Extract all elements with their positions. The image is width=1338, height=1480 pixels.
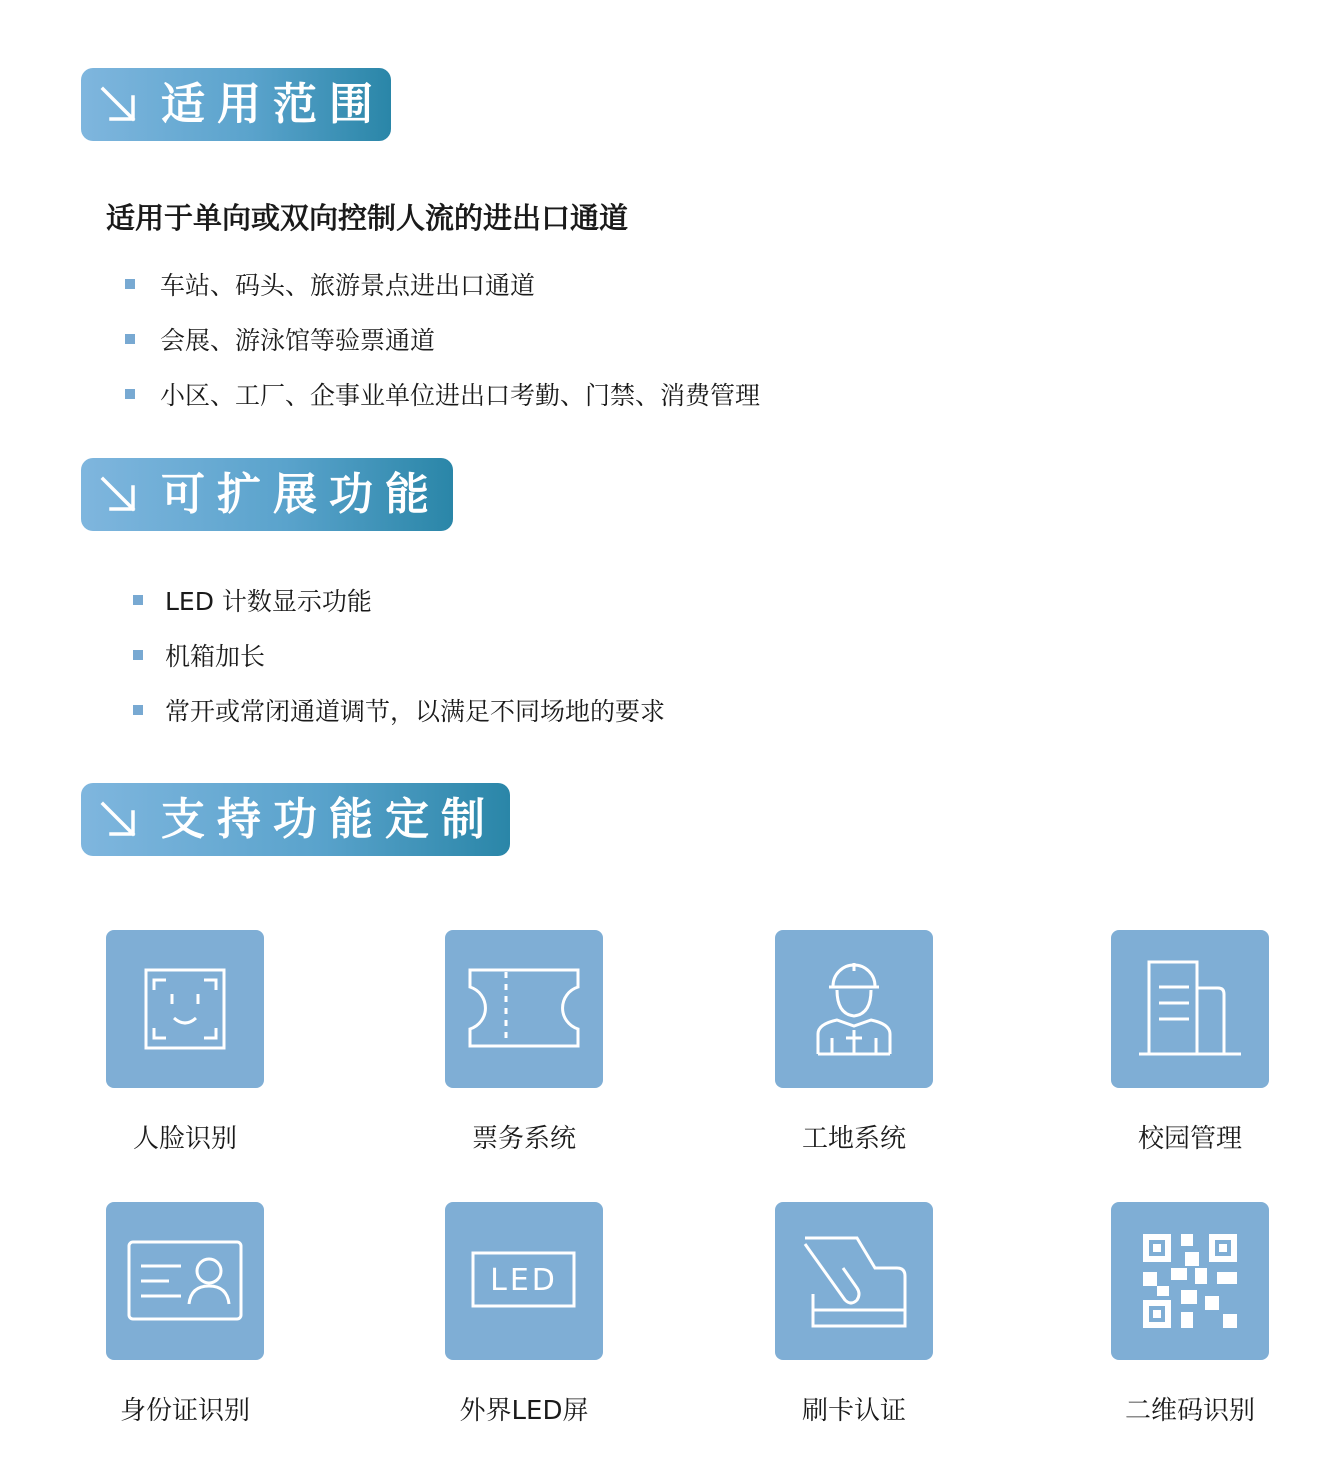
tile-label: 校园管理 xyxy=(1137,1124,1242,1154)
list-item-text: 车站、码头、旅游景点进出口通道 xyxy=(160,270,536,300)
section-banner-extensions xyxy=(81,458,453,531)
bullet-icon xyxy=(125,279,135,289)
tile-card-swipe xyxy=(775,1202,933,1360)
bullet-icon xyxy=(125,334,135,344)
tile-label: 身份证识别 xyxy=(119,1396,250,1426)
list-item-text: 常开或常闭通道调节，以满足不同场地的要求 xyxy=(165,696,666,726)
tile-label: 二维码识别 xyxy=(1124,1396,1255,1426)
id-card-icon xyxy=(106,1202,264,1360)
bullet-icon xyxy=(133,705,143,715)
list-item xyxy=(125,311,760,366)
list-item-text: LED 计数显示功能 xyxy=(165,586,372,616)
ticket-icon xyxy=(445,930,603,1088)
extensions-list xyxy=(133,572,665,737)
arrow-down-right-icon xyxy=(99,475,139,515)
section-title: 适用范围 xyxy=(161,78,385,130)
section-banner-scope xyxy=(81,68,391,141)
tile-label: 票务系统 xyxy=(471,1124,576,1154)
list-item xyxy=(133,682,665,737)
face-recognition-icon xyxy=(106,930,264,1088)
scope-intro: 适用于单向或双向控制人流的进出口通道 xyxy=(106,201,629,235)
tile-ticket-system xyxy=(445,930,603,1088)
qr-code-icon xyxy=(1111,1202,1269,1360)
tile-led-screen xyxy=(445,1202,603,1360)
list-item-text: 小区、工厂、企事业单位进出口考勤、门禁、消费管理 xyxy=(160,380,761,410)
construction-worker-icon xyxy=(775,930,933,1088)
bullet-icon xyxy=(133,595,143,605)
arrow-down-right-icon xyxy=(99,85,139,125)
list-item xyxy=(125,366,760,421)
tile-qr-code xyxy=(1111,1202,1269,1360)
list-item-text: 机箱加长 xyxy=(165,641,266,671)
list-item xyxy=(133,627,665,682)
led-screen-text: LED xyxy=(490,1263,558,1298)
list-item xyxy=(133,572,665,627)
tile-label: 刷卡认证 xyxy=(801,1396,906,1426)
section-title: 支持功能定制 xyxy=(161,793,497,845)
tile-face-recognition xyxy=(106,930,264,1088)
arrow-down-right-icon xyxy=(99,800,139,840)
tile-construction-system xyxy=(775,930,933,1088)
tile-campus-management xyxy=(1111,930,1269,1088)
campus-building-icon xyxy=(1111,930,1269,1088)
bullet-icon xyxy=(133,650,143,660)
card-swipe-icon xyxy=(775,1202,933,1360)
bullet-icon xyxy=(125,389,135,399)
section-title: 可扩展功能 xyxy=(161,468,441,520)
led-screen-icon xyxy=(445,1202,603,1360)
tile-id-card xyxy=(106,1202,264,1360)
section-banner-customization xyxy=(81,783,510,856)
tile-label: 外界LED屏 xyxy=(459,1396,589,1426)
list-item xyxy=(125,256,760,311)
scope-list xyxy=(125,256,760,421)
tile-label: 人脸识别 xyxy=(132,1124,237,1154)
tile-label: 工地系统 xyxy=(801,1124,906,1154)
list-item-text: 会展、游泳馆等验票通道 xyxy=(160,325,436,355)
